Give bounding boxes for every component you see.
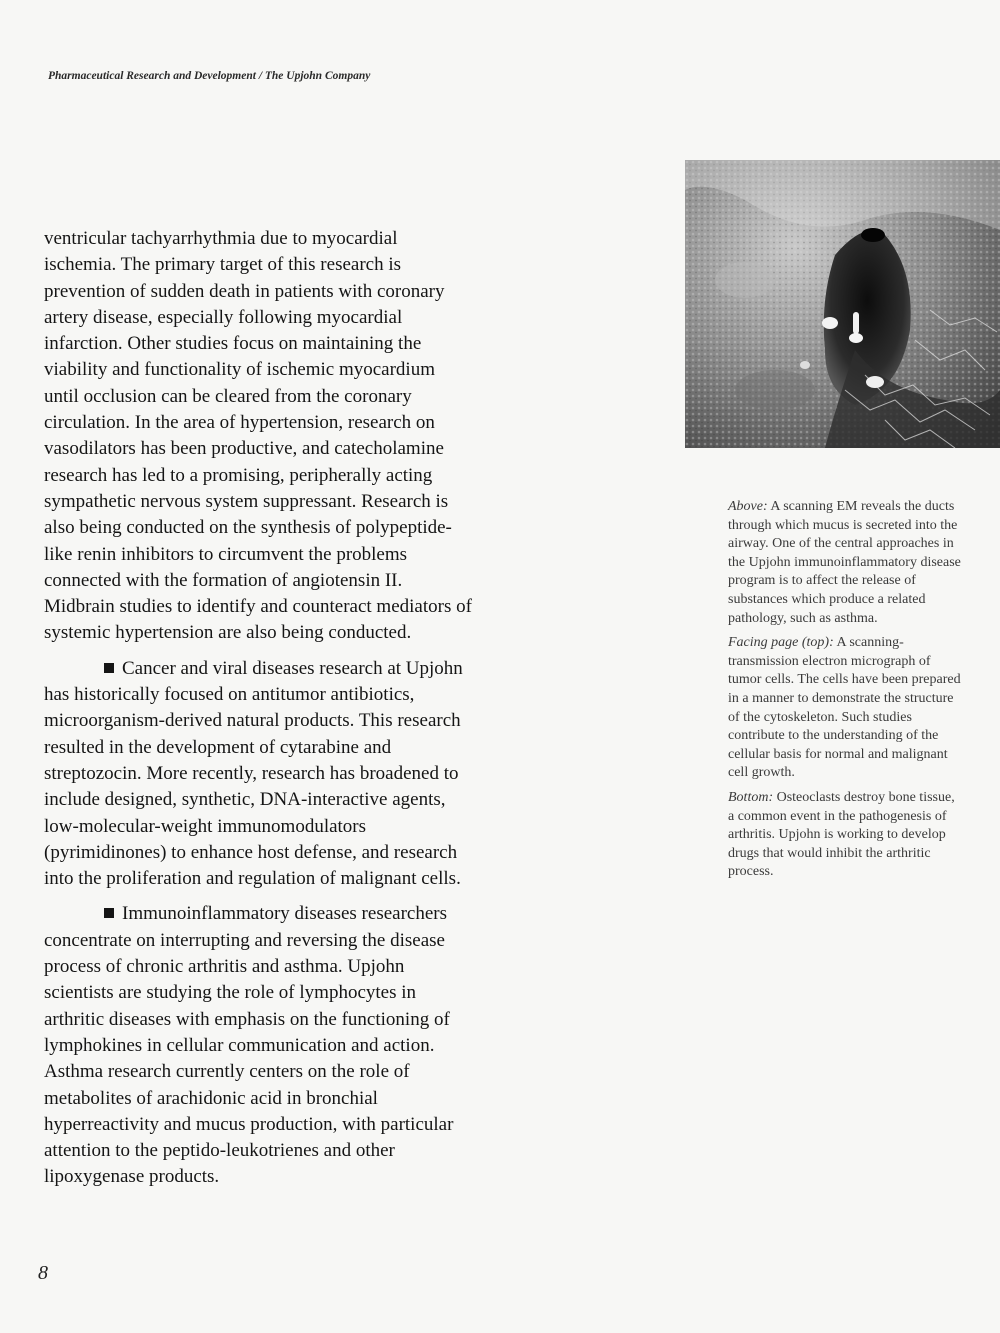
body-text-column <box>44 226 472 1191</box>
paragraph-cancer <box>44 656 472 893</box>
caption-bottom-label: Bottom: <box>728 789 774 805</box>
paragraph-immunoinflammatory-text: Immunoinflammatory diseases researchers concentrate on interrupting and reversing the disease process of chronic arthritis and asthma. Upjohn scientists are studying the role of lymphocytes in arthritic diseases with emphasis on the functioning of lymphokines in cellular communication and action. Asthma research currently centers on the role of metabolites of arachidonic acid in bronchial hyperreactivity and mucus production, with particular attention to the peptido-leukotrienes and other lipoxygenase products. <box>44 903 454 1188</box>
caption-facing-text: A scanning-transmission electron micrograph of tumor cells. The cells have been prepared in a manner to demonstrate the structure of the cytoskeleton. Such studies contribute to the understanding of the cellular basis for normal and malignant cell growth. <box>728 635 961 781</box>
electron-micrograph-photo <box>685 160 1000 448</box>
caption-facing-label: Facing page (top): <box>728 635 834 651</box>
photo-captions <box>728 498 964 888</box>
paragraph-cancer-text: Cancer and viral diseases research at Upjohn has historically focused on antitumor antibiotics, microorganism-derived natural products. This research resulted in the development of cytarabine and streptozocin. More recently, research has broadened to include designed, synthetic, DNA-interactive agents, low-molecular-weight immunomodulators (pyrimidinones) to enhance host defense, and research into the proliferation and regulation of malignant cells. <box>44 657 463 890</box>
caption-above-label: Above: <box>728 499 768 514</box>
caption-above <box>728 498 964 628</box>
paragraph-immunoinflammatory <box>44 901 472 1190</box>
caption-facing-page <box>728 634 964 783</box>
square-bullet-icon <box>104 663 114 673</box>
caption-bottom <box>728 789 964 882</box>
paragraph-cardiovascular: ventricular tachyarrhythmia due to myocardial ischemia. The primary target of this research is prevention of sudden death in patients with coronary artery disease, especially following myocardial infarction. Other studies focus on maintaining the viability and functionality of ischemic myocardium until occlusion can be cleared from the coronary circulation. In the area of hypertension, research on vasodilators has been productive, and catecholamine research has led to a promising, peripherally acting sympathetic nervous system suppressant. Research is also being conducted on the synthesis of polypeptide-like renin inhibitors to circumvent the problems connected with the formation of angiotensin II. Midbrain studies to identify and counteract mediators of systemic hypertension are also being conducted. <box>44 228 472 644</box>
caption-bottom-text: Osteoclasts destroy bone tissue, a common event in the pathogenesis of arthritis. Upjohn is working to develop drugs that would inhibit the arthritic process. <box>728 789 955 880</box>
square-bullet-icon <box>104 908 114 918</box>
running-head: Pharmaceutical Research and Development / The Upjohn Company <box>48 70 371 82</box>
page-number: 8 <box>38 1262 48 1284</box>
caption-above-text: A scanning EM reveals the ducts through which mucus is secreted into the airway. One of the central approaches in the Upjohn immunoinflammatory disease program is to affect the release of substances which produce a related pathology, such as asthma. <box>728 499 961 626</box>
